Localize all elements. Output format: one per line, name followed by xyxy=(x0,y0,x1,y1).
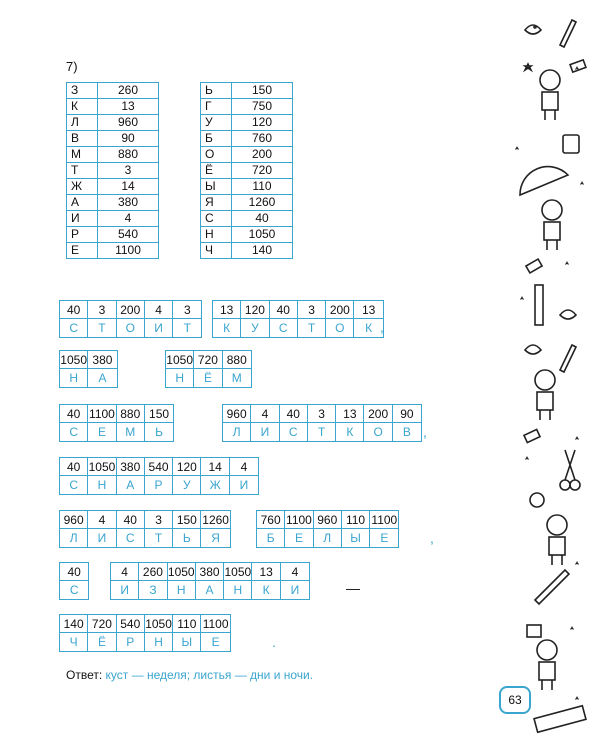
boy-icon xyxy=(540,70,560,120)
key-row xyxy=(201,83,293,99)
number-cell: 40 xyxy=(280,405,308,423)
key-letter: О xyxy=(201,147,232,163)
key-letter: Н xyxy=(201,227,232,243)
key-value: 90 xyxy=(98,131,159,147)
word-group-kustok xyxy=(212,300,384,338)
letter-cell: С xyxy=(270,319,298,337)
key-value: 960 xyxy=(98,115,159,131)
star-icon xyxy=(525,64,531,70)
letter-cell: Ё xyxy=(88,633,116,651)
number-cell: 960 xyxy=(60,511,88,529)
number-cell: 13 xyxy=(336,405,364,423)
number-cell: 200 xyxy=(326,301,354,319)
bird-icon xyxy=(525,345,541,354)
page-number: 63 xyxy=(499,686,531,714)
word-group-belye xyxy=(256,510,399,548)
word-group-nem xyxy=(165,350,252,388)
answer-text: куст — неделя; листья — дни и ночи. xyxy=(105,668,314,682)
number-cell: 150 xyxy=(173,511,201,529)
key-table-right xyxy=(200,82,293,259)
letter-cell: Н xyxy=(88,476,116,494)
key-letter: Л xyxy=(67,115,98,131)
key-letter: Ь xyxy=(201,83,232,99)
decorative-doodles xyxy=(505,0,600,750)
number-cell: 4 xyxy=(230,458,258,476)
number-cell: 540 xyxy=(117,615,145,633)
sharpener-icon xyxy=(563,135,579,153)
key-row xyxy=(67,227,159,243)
number-cell: 1050 xyxy=(224,563,252,581)
key-row xyxy=(201,115,293,131)
key-letter: К xyxy=(67,99,98,115)
key-row xyxy=(201,195,293,211)
dash: — xyxy=(346,580,360,596)
number-cell: 40 xyxy=(117,511,145,529)
letter-cell: У xyxy=(173,476,201,494)
key-row xyxy=(67,195,159,211)
letter-cell: Т xyxy=(88,319,116,337)
girl-icon xyxy=(547,515,567,565)
bird-icon xyxy=(525,25,541,34)
key-row xyxy=(201,131,293,147)
key-row xyxy=(67,115,159,131)
letter-cell: Ы xyxy=(342,529,370,547)
letter-cell: А xyxy=(117,476,145,494)
number-cell: 1260 xyxy=(201,511,229,529)
letter-cell: К xyxy=(252,581,280,599)
letter-cell: И xyxy=(251,423,279,441)
letter-cell: О xyxy=(117,319,145,337)
letter-cell: С xyxy=(60,476,88,494)
number-cell: 13 xyxy=(213,301,241,319)
letter-cell: И xyxy=(145,319,173,337)
key-row xyxy=(201,243,293,259)
key-row xyxy=(201,147,293,163)
letter-cell: С xyxy=(280,423,308,441)
key-value: 140 xyxy=(232,243,293,259)
letter-cell: М xyxy=(231,371,242,385)
letter-cell: Ч xyxy=(60,633,88,651)
letter-cell: Л xyxy=(223,423,251,441)
word-group-listya xyxy=(59,510,231,548)
key-letter: Ё xyxy=(201,163,232,179)
letter-cell: Т xyxy=(183,321,191,335)
letter-cell: О xyxy=(326,319,354,337)
key-row xyxy=(201,163,293,179)
bird-icon xyxy=(560,310,576,319)
number-cell: 3 xyxy=(308,405,336,423)
letter-cell: Е xyxy=(380,531,389,545)
key-letter: З xyxy=(67,83,98,99)
letter-cell: Ь xyxy=(173,529,201,547)
letter-cell: З xyxy=(139,581,167,599)
key-value: 110 xyxy=(232,179,293,195)
number-cell: 120 xyxy=(173,458,201,476)
letter-cell: А xyxy=(196,581,224,599)
number-cell: 4 xyxy=(88,511,116,529)
letter-cell: Н xyxy=(168,581,196,599)
eraser-icon xyxy=(570,60,586,72)
number-cell: 14 xyxy=(201,458,229,476)
letter-cell: О xyxy=(364,423,392,441)
number-cell: 110 xyxy=(342,511,370,529)
key-value: 120 xyxy=(232,115,293,131)
key-letter: Ж xyxy=(67,179,98,195)
number-cell: 120 xyxy=(241,301,269,319)
word-group-chernye xyxy=(59,614,231,652)
letter-cell: В xyxy=(402,425,411,439)
key-table-left xyxy=(66,82,159,259)
number-cell: 880 xyxy=(223,351,251,369)
key-value: 760 xyxy=(232,131,293,147)
letter-cell: Л xyxy=(60,529,88,547)
key-value: 750 xyxy=(232,99,293,115)
letter-cell: К xyxy=(213,319,241,337)
number-cell: 3 xyxy=(173,301,201,319)
eraser-icon xyxy=(526,259,542,273)
key-row xyxy=(67,147,159,163)
comma: , xyxy=(423,424,427,440)
key-value: 720 xyxy=(232,163,293,179)
letter-cell: Н xyxy=(60,369,88,387)
number-cell: 260 xyxy=(139,563,167,581)
pen-icon xyxy=(535,285,543,325)
letter-cell: Т xyxy=(145,529,173,547)
key-row xyxy=(67,131,159,147)
number-cell: 40 xyxy=(60,563,88,581)
letter-cell: К xyxy=(336,423,364,441)
key-row xyxy=(201,211,293,227)
number-cell: 1050 xyxy=(145,615,173,633)
girl-icon xyxy=(535,370,555,420)
word-group-stoit xyxy=(59,300,202,338)
word-group-sem xyxy=(59,404,174,442)
key-letter: Ы xyxy=(201,179,232,195)
tape-icon xyxy=(530,493,544,507)
number-cell: 760 xyxy=(257,511,285,529)
key-value: 200 xyxy=(232,147,293,163)
letter-cell: Н xyxy=(224,581,252,599)
number-cell: 3 xyxy=(145,511,173,529)
letter-cell: С xyxy=(117,529,145,547)
key-letter: Т xyxy=(67,163,98,179)
number-cell: 200 xyxy=(364,405,392,423)
key-value: 4 xyxy=(98,211,159,227)
key-value: 1050 xyxy=(232,227,293,243)
number-cell: 40 xyxy=(60,405,88,423)
number-cell: 720 xyxy=(194,351,222,369)
key-row xyxy=(201,179,293,195)
key-value: 880 xyxy=(98,147,159,163)
letter-cell: Н xyxy=(145,633,173,651)
brush-icon xyxy=(560,20,576,47)
word-group-listkov xyxy=(222,404,422,442)
letter-cell: Р xyxy=(145,476,173,494)
period: . xyxy=(272,634,276,650)
number-cell: 40 xyxy=(270,301,298,319)
star-icon xyxy=(515,66,584,700)
key-row xyxy=(67,83,159,99)
key-value: 13 xyxy=(98,99,159,115)
key-letter: В xyxy=(67,131,98,147)
comma: , xyxy=(380,319,384,335)
word-group-iznanki xyxy=(110,562,310,600)
number-cell: 1050 xyxy=(60,351,88,369)
word-group-na xyxy=(59,350,118,388)
number-cell: 40 xyxy=(60,301,88,319)
key-letter: Я xyxy=(201,195,232,211)
key-value: 1260 xyxy=(232,195,293,211)
number-cell: 13 xyxy=(252,563,280,581)
eraser-icon xyxy=(524,429,540,442)
number-cell: 380 xyxy=(196,563,224,581)
key-value: 14 xyxy=(98,179,159,195)
number-cell: 90 xyxy=(393,405,421,423)
number-cell: 1050 xyxy=(88,458,116,476)
boy-icon xyxy=(537,640,557,690)
number-cell: 4 xyxy=(281,563,309,581)
key-row xyxy=(67,243,159,259)
boy-icon xyxy=(542,200,562,250)
letter-cell: С xyxy=(60,423,88,441)
letter-cell: Е xyxy=(211,635,220,649)
letter-cell: С xyxy=(69,583,79,597)
answer xyxy=(66,668,313,682)
protractor-icon xyxy=(520,167,568,195)
letter-cell: С xyxy=(60,319,88,337)
number-cell: 1050 xyxy=(166,351,194,369)
word-group-s xyxy=(59,562,89,600)
number-cell: 960 xyxy=(223,405,251,423)
key-value: 380 xyxy=(98,195,159,211)
letter-cell: Б xyxy=(257,529,285,547)
key-letter: С xyxy=(201,211,232,227)
number-cell: 1100 xyxy=(88,405,116,423)
number-cell: 4 xyxy=(251,405,279,423)
letter-cell: Е xyxy=(88,423,116,441)
letter-cell: А xyxy=(98,371,107,385)
pen-icon xyxy=(535,570,569,604)
number-cell: 4 xyxy=(111,563,139,581)
number-cell: 13 xyxy=(354,301,382,319)
key-letter: Ч xyxy=(201,243,232,259)
letter-cell: Н xyxy=(166,369,194,387)
letter-cell: И xyxy=(239,478,249,492)
letter-cell: Т xyxy=(298,319,326,337)
letter-cell: Р xyxy=(117,633,145,651)
number-cell: 150 xyxy=(145,405,173,423)
number-cell: 1100 xyxy=(201,615,229,633)
key-letter: М xyxy=(67,147,98,163)
number-cell: 3 xyxy=(298,301,326,319)
letter-cell: Я xyxy=(211,531,220,545)
number-cell: 110 xyxy=(173,615,201,633)
letter-cell: И xyxy=(111,581,139,599)
letter-cell: И xyxy=(88,529,116,547)
scissors-icon xyxy=(560,450,580,490)
letter-cell: М xyxy=(117,423,145,441)
number-cell: 880 xyxy=(117,405,145,423)
key-value: 260 xyxy=(98,83,159,99)
number-cell: 140 xyxy=(60,615,88,633)
number-cell: 40 xyxy=(60,458,88,476)
letter-cell: Ы xyxy=(173,633,201,651)
task-number: 7) xyxy=(66,59,78,74)
pencil-icon xyxy=(560,345,576,372)
letter-cell: Е xyxy=(285,529,313,547)
number-cell: 1100 xyxy=(370,511,398,529)
key-value: 540 xyxy=(98,227,159,243)
letter-cell: Ё xyxy=(194,369,222,387)
number-cell: 380 xyxy=(88,351,116,369)
ruler-icon xyxy=(534,706,586,732)
key-value: 40 xyxy=(232,211,293,227)
key-value: 150 xyxy=(232,83,293,99)
key-letter: И xyxy=(67,211,98,227)
word-group-snaruzhi xyxy=(59,457,259,495)
key-letter: Р xyxy=(67,227,98,243)
key-letter: Б xyxy=(201,131,232,147)
letter-cell: Т xyxy=(308,423,336,441)
number-cell: 720 xyxy=(88,615,116,633)
key-letter: А xyxy=(67,195,98,211)
letter-cell: Ж xyxy=(201,476,229,494)
key-letter: Г xyxy=(201,99,232,115)
comma: , xyxy=(430,530,434,546)
letter-cell: Л xyxy=(314,529,342,547)
letter-cell: Ь xyxy=(155,425,163,439)
binder-clip-icon xyxy=(527,625,541,637)
number-cell: 380 xyxy=(117,458,145,476)
key-row xyxy=(67,99,159,115)
key-row xyxy=(201,99,293,115)
key-letter: У xyxy=(201,115,232,131)
key-row xyxy=(67,163,159,179)
number-cell: 3 xyxy=(88,301,116,319)
letter-cell: У xyxy=(241,319,269,337)
letter-cell: И xyxy=(290,583,300,597)
letter-cell: К xyxy=(365,321,373,335)
number-cell: 1050 xyxy=(168,563,196,581)
number-cell: 200 xyxy=(117,301,145,319)
key-row xyxy=(67,179,159,195)
answer-label: Ответ: xyxy=(66,668,103,682)
key-row xyxy=(201,227,293,243)
key-value: 3 xyxy=(98,163,159,179)
key-row xyxy=(67,211,159,227)
number-cell: 1100 xyxy=(285,511,313,529)
number-cell: 540 xyxy=(145,458,173,476)
number-cell: 4 xyxy=(145,301,173,319)
key-letter: Е xyxy=(67,243,98,259)
key-value: 1100 xyxy=(98,243,159,259)
number-cell: 960 xyxy=(314,511,342,529)
